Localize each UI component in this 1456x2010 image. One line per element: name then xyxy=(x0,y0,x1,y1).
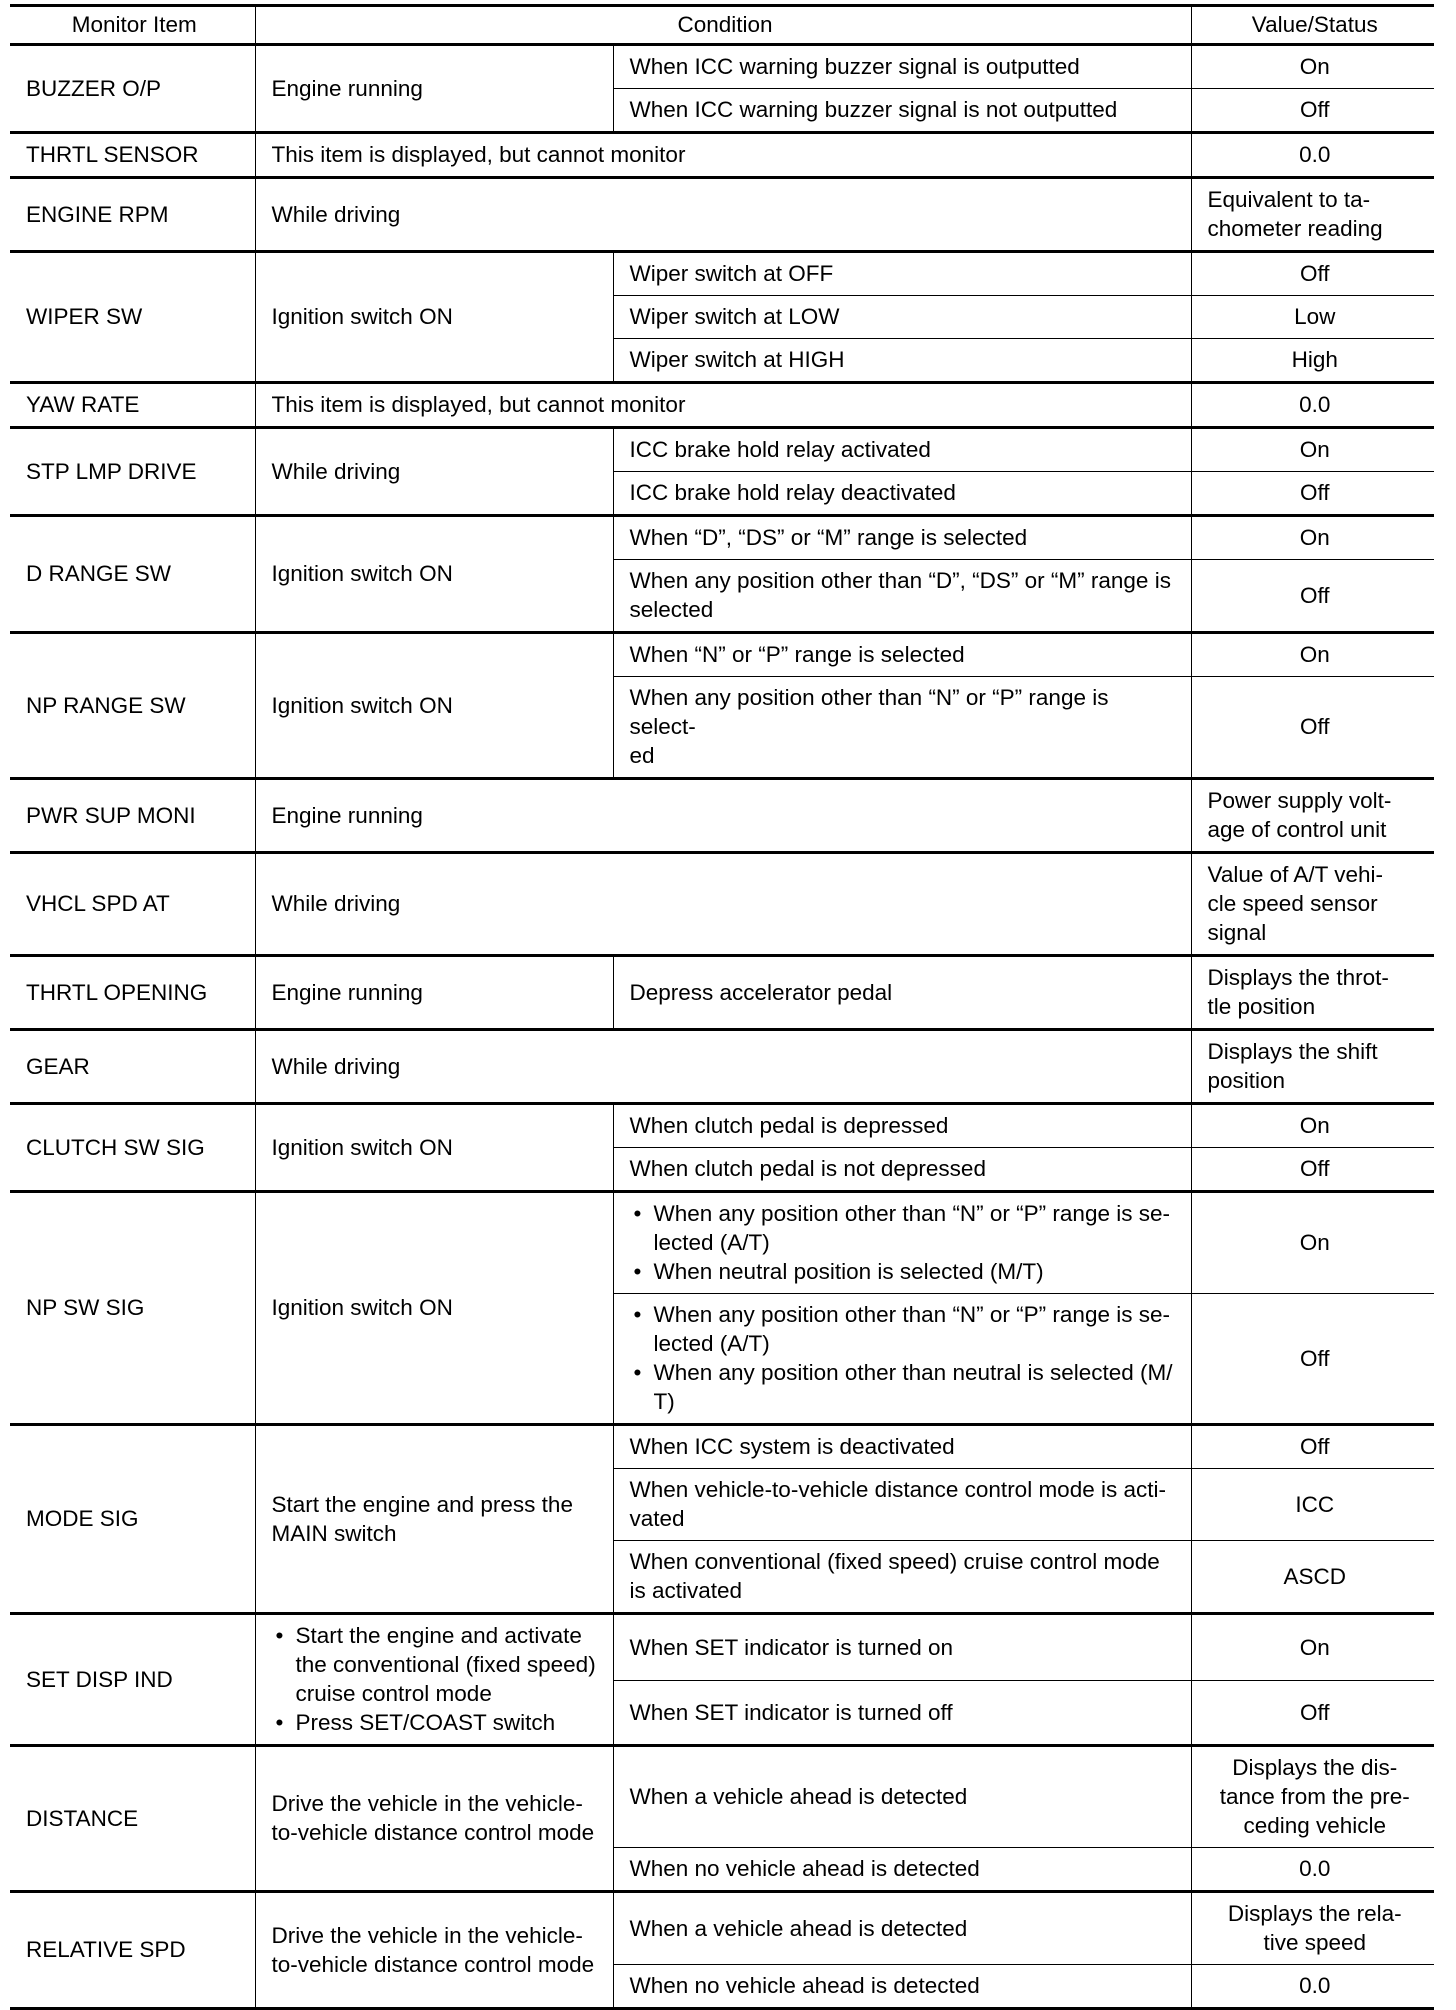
monitor-item-cell: RELATIVE SPD xyxy=(10,1892,255,2009)
sub-condition-cell: Wiper switch at LOW xyxy=(613,296,1191,339)
sub-condition-cell: When any position other than “N” or “P” range is select- ed xyxy=(613,677,1191,779)
table-row xyxy=(10,516,1434,560)
sub-condition-cell: ICC brake hold relay deactivated xyxy=(613,472,1191,516)
value-cell: Low xyxy=(1191,296,1434,339)
sub-condition-cell: When a vehicle ahead is detected xyxy=(613,1892,1191,1965)
table-header-row xyxy=(10,6,1434,45)
value-cell: 0.0 xyxy=(1191,383,1434,428)
sub-condition-cell xyxy=(613,1294,1191,1425)
sub-condition-cell: When SET indicator is turned on xyxy=(613,1614,1191,1681)
monitor-item-cell: SET DISP IND xyxy=(10,1614,255,1746)
value-cell: Off xyxy=(1191,89,1434,133)
value-cell: On xyxy=(1191,1104,1434,1148)
table-row xyxy=(10,779,1434,853)
sub-condition-cell: When conventional (fixed speed) cruise control mode is activated xyxy=(613,1541,1191,1614)
monitor-item-cell: STP LMP DRIVE xyxy=(10,428,255,516)
condition-cell: Engine running xyxy=(255,779,1191,853)
value-cell: On xyxy=(1191,516,1434,560)
value-cell: On xyxy=(1191,45,1434,89)
condition-cell: While driving xyxy=(255,1030,1191,1104)
value-cell: On xyxy=(1191,1192,1434,1294)
sub-condition-cell: When any position other than “D”, “DS” or “M” range is selected xyxy=(613,560,1191,633)
value-cell: Off xyxy=(1191,1294,1434,1425)
value-cell: Off xyxy=(1191,252,1434,296)
bullet-item: • When any position other than neutral is selected (M/ T) xyxy=(630,1358,1179,1416)
value-cell: Displays the throt- tle position xyxy=(1191,956,1434,1030)
sub-condition-cell: When clutch pedal is not depressed xyxy=(613,1148,1191,1192)
bullet-item: • Press SET/COAST switch xyxy=(272,1708,601,1737)
monitor-item-cell: MODE SIG xyxy=(10,1425,255,1614)
sub-condition-cell: When ICC warning buzzer signal is not outputted xyxy=(613,89,1191,133)
value-cell: Displays the shift position xyxy=(1191,1030,1434,1104)
table-row xyxy=(10,428,1434,472)
sub-condition-cell: When vehicle-to-vehicle distance control mode is acti- vated xyxy=(613,1469,1191,1541)
monitor-item-cell: CLUTCH SW SIG xyxy=(10,1104,255,1192)
sub-condition-cell: When no vehicle ahead is detected xyxy=(613,1965,1191,2009)
value-cell: Power supply volt- age of control unit xyxy=(1191,779,1434,853)
value-cell: Off xyxy=(1191,1425,1434,1469)
sub-condition-cell: When ICC system is deactivated xyxy=(613,1425,1191,1469)
table-row xyxy=(10,133,1434,178)
sub-condition-cell: When clutch pedal is depressed xyxy=(613,1104,1191,1148)
value-cell: Off xyxy=(1191,472,1434,516)
header-condition: Condition xyxy=(255,6,1191,45)
monitor-item-cell: PWR SUP MONI xyxy=(10,779,255,853)
header-value-status: Value/Status xyxy=(1191,6,1434,45)
condition-cell: Start the engine and press the MAIN switch xyxy=(255,1425,613,1614)
sub-condition-cell xyxy=(613,1192,1191,1294)
monitor-item-cell: WIPER SW xyxy=(10,252,255,383)
condition-cell: Ignition switch ON xyxy=(255,252,613,383)
value-cell: Off xyxy=(1191,1148,1434,1192)
sub-condition-cell: When ICC warning buzzer signal is outputted xyxy=(613,45,1191,89)
monitor-item-cell: GEAR xyxy=(10,1030,255,1104)
value-cell: On xyxy=(1191,633,1434,677)
monitor-item-cell: THRTL OPENING xyxy=(10,956,255,1030)
monitor-item-cell: VHCL SPD AT xyxy=(10,853,255,956)
bullet-item: • When any position other than “N” or “P” range is se- lected (A/T) xyxy=(630,1300,1179,1358)
value-cell: Equivalent to ta- chometer reading xyxy=(1191,178,1434,252)
sub-condition-cell: When a vehicle ahead is detected xyxy=(613,1746,1191,1848)
monitor-item-cell: ENGINE RPM xyxy=(10,178,255,252)
bullet-list xyxy=(630,1300,1179,1416)
value-cell: 0.0 xyxy=(1191,1848,1434,1892)
value-cell: 0.0 xyxy=(1191,133,1434,178)
value-cell: Value of A/T vehi- cle speed sensor signal xyxy=(1191,853,1434,956)
table-row xyxy=(10,1746,1434,1848)
monitor-item-cell: NP RANGE SW xyxy=(10,633,255,779)
condition-cell: While driving xyxy=(255,178,1191,252)
monitor-item-table xyxy=(10,4,1434,2010)
sub-condition-cell: When “D”, “DS” or “M” range is selected xyxy=(613,516,1191,560)
value-cell: Off xyxy=(1191,677,1434,779)
sub-condition-cell: Wiper switch at HIGH xyxy=(613,339,1191,383)
condition-cell: Ignition switch ON xyxy=(255,633,613,779)
value-cell: Off xyxy=(1191,560,1434,633)
value-cell: On xyxy=(1191,1614,1434,1681)
sub-condition-cell: When “N” or “P” range is selected xyxy=(613,633,1191,677)
bullet-list xyxy=(630,1199,1179,1286)
sub-condition-cell: When SET indicator is turned off xyxy=(613,1681,1191,1746)
table-row xyxy=(10,1192,1434,1294)
monitor-item-cell: BUZZER O/P xyxy=(10,45,255,133)
table-row xyxy=(10,252,1434,296)
condition-cell: Drive the vehicle in the vehicle- to-vehicle distance control mode xyxy=(255,1892,613,2009)
condition-cell: Ignition switch ON xyxy=(255,516,613,633)
table-row xyxy=(10,956,1434,1030)
value-cell: ASCD xyxy=(1191,1541,1434,1614)
value-cell: 0.0 xyxy=(1191,1965,1434,2009)
condition-cell: This item is displayed, but cannot monitor xyxy=(255,133,1191,178)
sub-condition-cell: Depress accelerator pedal xyxy=(613,956,1191,1030)
value-cell: High xyxy=(1191,339,1434,383)
sub-condition-cell: When no vehicle ahead is detected xyxy=(613,1848,1191,1892)
value-cell: On xyxy=(1191,428,1434,472)
table-row xyxy=(10,853,1434,956)
monitor-item-table-container xyxy=(10,4,1434,2010)
table-row xyxy=(10,1425,1434,1469)
value-cell: Displays the dis- tance from the pre- ceding vehicle xyxy=(1191,1746,1434,1848)
table-row xyxy=(10,1030,1434,1104)
header-monitor-item: Monitor Item xyxy=(10,6,255,45)
monitor-item-cell: NP SW SIG xyxy=(10,1192,255,1425)
condition-cell xyxy=(255,1614,613,1746)
condition-cell: Engine running xyxy=(255,45,613,133)
bullet-item: • When neutral position is selected (M/T) xyxy=(630,1257,1179,1286)
condition-cell: Ignition switch ON xyxy=(255,1192,613,1425)
value-cell: Displays the rela- tive speed xyxy=(1191,1892,1434,1965)
condition-cell: Ignition switch ON xyxy=(255,1104,613,1192)
value-cell: ICC xyxy=(1191,1469,1434,1541)
bullet-item: • When any position other than “N” or “P” range is se- lected (A/T) xyxy=(630,1199,1179,1257)
table-row xyxy=(10,1104,1434,1148)
table-row xyxy=(10,633,1434,677)
condition-cell: While driving xyxy=(255,428,613,516)
bullet-item: • Start the engine and activate the conventional (fixed speed) cruise control mode xyxy=(272,1621,601,1708)
value-cell: Off xyxy=(1191,1681,1434,1746)
table-row xyxy=(10,383,1434,428)
monitor-item-cell: DISTANCE xyxy=(10,1746,255,1892)
condition-cell: This item is displayed, but cannot monitor xyxy=(255,383,1191,428)
condition-cell: Engine running xyxy=(255,956,613,1030)
monitor-item-cell: THRTL SENSOR xyxy=(10,133,255,178)
table-row xyxy=(10,1614,1434,1681)
table-row xyxy=(10,178,1434,252)
table-row xyxy=(10,45,1434,89)
bullet-list xyxy=(272,1621,601,1737)
sub-condition-cell: ICC brake hold relay activated xyxy=(613,428,1191,472)
monitor-item-cell: YAW RATE xyxy=(10,383,255,428)
monitor-item-cell: D RANGE SW xyxy=(10,516,255,633)
condition-cell: While driving xyxy=(255,853,1191,956)
sub-condition-cell: Wiper switch at OFF xyxy=(613,252,1191,296)
condition-cell: Drive the vehicle in the vehicle- to-vehicle distance control mode xyxy=(255,1746,613,1892)
table-row xyxy=(10,1892,1434,1965)
